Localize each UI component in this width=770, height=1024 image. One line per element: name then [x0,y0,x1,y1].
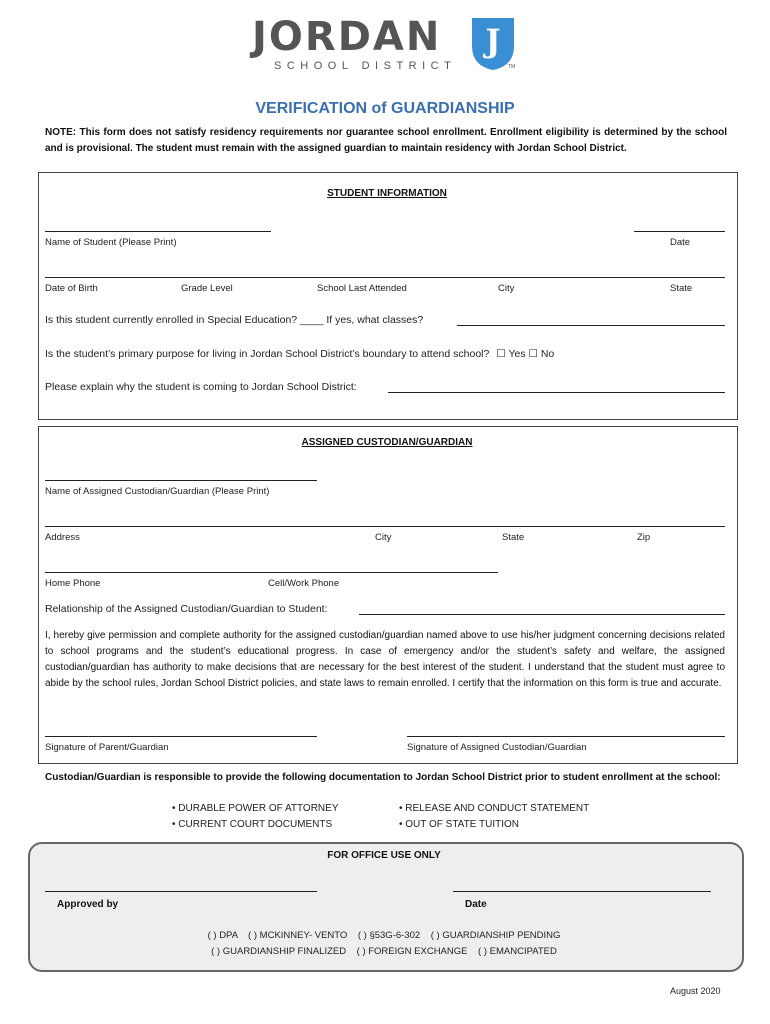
office-use-heading: FOR OFFICE USE ONLY [327,850,441,861]
logo-wordmark: JORDAN [252,14,442,60]
student-info-heading: STUDENT INFORMATION [327,188,447,199]
guardian-address-field[interactable] [45,526,725,527]
no-label: No [540,348,555,360]
home-phone-label: Home Phone [45,578,101,589]
relationship-field[interactable] [359,614,725,615]
revision-date: August 2020 [670,986,721,996]
student-date-field[interactable] [634,231,725,232]
address-label: Address [45,532,80,543]
office-date-label: Date [465,899,487,910]
purpose-question [45,348,554,360]
zip-label: Zip [637,532,651,543]
doc-item-out-of-state-tuition: • OUT OF STATE TUITION [399,819,519,830]
logo-letter: J [485,22,501,60]
office-options-row-1: ( ) DPA ( ) MCKINNEY- VENTO ( ) §53G-6-302 ( ) GUARDIANSHIP PENDING [207,930,561,941]
cell-phone-label: Cell/Work Phone [268,578,340,589]
approved-by-field[interactable] [45,891,317,892]
explain-question: Please explain why the student is coming to Jordan School District: [45,381,357,393]
purpose-question-text: Is the student’s primary purpose for living in Jordan School District’s boundary to attend school? [45,348,490,360]
logo-subtitle: SCHOOL DISTRICT [274,60,457,72]
school-label: School Last Attended [317,283,407,294]
student-city-label: City [498,283,515,294]
student-date-label: Date [670,237,691,248]
yes-label: Yes [508,348,526,360]
parent-signature-label: Signature of Parent/Guardian [45,742,169,753]
grade-label: Grade Level [181,283,233,294]
student-name-field[interactable] [45,231,271,232]
relationship-question: Relationship of the Assigned Custodian/Guardian to Student: [45,603,328,615]
special-ed-classes-field[interactable] [457,325,725,326]
explain-field[interactable] [388,392,725,393]
guardian-state-label: State [502,532,525,543]
guardian-name-field[interactable] [45,480,317,481]
office-date-field[interactable] [453,891,711,892]
doc-item-release-statement: • RELEASE AND CONDUCT STATEMENT [399,803,590,814]
office-options-row-2: ( ) GUARDIANSHIP FINALIZED ( ) FOREIGN EXCHANGE ( ) EMANCIPATED [211,946,557,957]
parent-signature-field[interactable] [45,736,317,737]
special-ed-question: Is this student currently enrolled in Special Education? ____ If yes, what classes? [45,314,424,326]
doc-item-power-of-attorney: • DURABLE POWER OF ATTORNEY [172,803,339,814]
form-title: VERIFICATION of GUARDIANSHIP [255,100,515,117]
trademark-mark: TM [508,64,516,70]
no-checkbox[interactable]: ☐ [528,348,538,360]
custodian-signature-label: Signature of Assigned Custodian/Guardian [407,742,587,753]
phone-field[interactable] [45,572,498,573]
dob-label: Date of Birth [45,283,98,294]
student-details-field[interactable] [45,277,725,278]
custodian-signature-field[interactable] [407,736,725,737]
doc-item-court-documents: • CURRENT COURT DOCUMENTS [172,819,333,830]
guardian-name-label: Name of Assigned Custodian/Guardian (Please Print) [45,486,270,497]
guardian-heading: ASSIGNED CUSTODIAN/GUARDIAN [301,437,473,448]
yes-checkbox[interactable]: ☐ [496,348,506,360]
guardian-city-label: City [375,532,392,543]
form-note: NOTE: This form does not satisfy residency requirements nor guarantee school enrollment. Enrollment eligibility is determined by the school and is provisional. The student must remain with the assigned guardian to maintain residency with Jordan School District. [45,127,727,154]
student-name-label: Name of Student (Please Print) [45,237,177,248]
documentation-intro: Custodian/Guardian is responsible to provide the following documentation to Jordan School District prior to student enrollment at the school: [45,772,721,783]
guardian-section [38,426,738,764]
approved-by-label: Approved by [57,899,119,910]
student-state-label: State [670,283,693,294]
permission-statement: I, hereby give permission and complete authority for the assigned custodian/guardian named above to use his/her judgment concerning decisions related to school programs and the student’s educational progress. In case of emergency and/or the student’s safety and welfare, the assigned custodian/guardian has authority to make decisions that are necessary for the best interest of the student. I understand that the student must agree to abide by the school rules, Jordan School District policies, and state laws to remain enrolled. I certify that the information on this form is true and accurate. [45,630,725,689]
